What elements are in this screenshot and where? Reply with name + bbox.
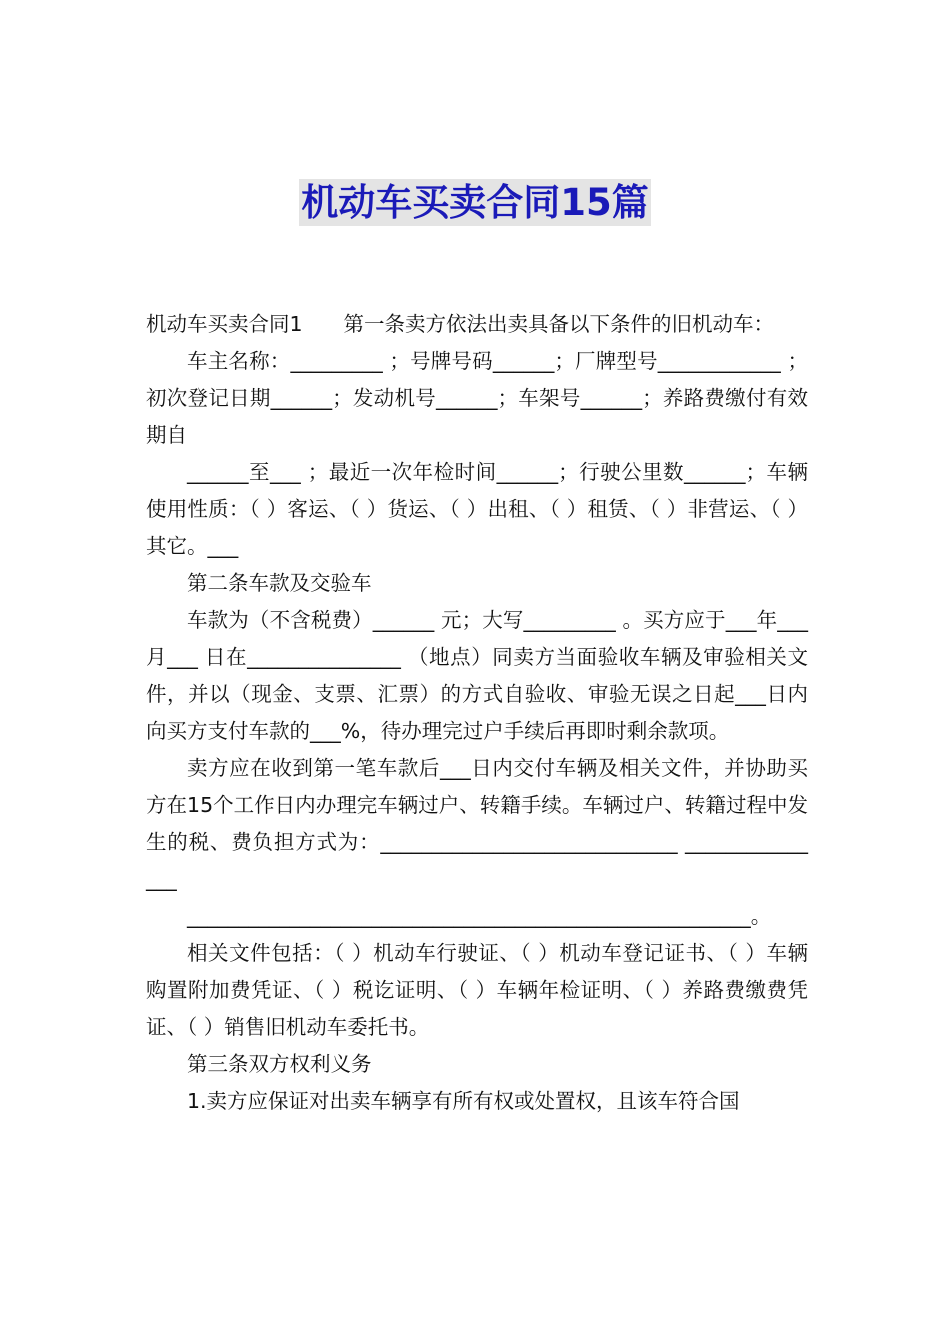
paragraph-vehicle-info: 车主名称：_________ ；号牌号码______；厂牌型号____________ ；初次登记日期______；发动机号______；车架号______；养路费缴付有效期自 xyxy=(146,349,808,447)
paragraph-payment: 车款为（不含税费）______ 元；大写_________ 。买方应于___年___ 月___ 日在_______________ （地点）同卖方当面验收车辆及审验相关文件，并以（现金、支票、汇票）的方式自验收、审验无误之日起___日内向买方支付车款的___%，待办理完过户手续后再即时剩余款项。 xyxy=(146,608,808,743)
paragraph-seller-obligation: 1.卖方应保证对出卖车辆享有所有权或处置权，且该车符合国 xyxy=(187,1089,740,1113)
heading-article-3: 第三条双方权利义务 xyxy=(187,1052,372,1076)
paragraph-related-documents: 相关文件包括：（ ）机动车行驶证、（ ）机动车登记证书、（ ）车辆购置附加费凭证、（ ）税讫证明、（ ）车辆年检证明、（ ）养路费缴费凭证、（ ）销售旧机动车委托书。 xyxy=(146,941,808,1039)
document-body xyxy=(146,306,808,1120)
document-title-text: 机动车买卖合同15篇 xyxy=(301,181,649,224)
paragraph-intro: 机动车买卖合同1 第一条卖方依法出卖具备以下条件的旧机动车： xyxy=(146,312,775,336)
paragraph-blank-line: _______________________________________________________。 xyxy=(187,904,772,928)
paragraph-delivery: 卖方应在收到第一笔车款后___日内交付车辆及相关文件，并协助买方在15个工作日内办理完车辆过户、转籍手续。车辆过户、转籍过程中发生的税、费负担方式为：_____________________________ _______________ xyxy=(146,756,808,891)
heading-article-2: 第二条车款及交验车 xyxy=(187,571,372,595)
paragraph-vehicle-usage: ______至___ ；最近一次年检时间______；行驶公里数______；车辆使用性质：（ ）客运、（ ）货运、（ ）出租、（ ）租赁、（ ）非营运、（ ）其它。___ xyxy=(146,460,808,558)
document-title xyxy=(0,172,950,226)
